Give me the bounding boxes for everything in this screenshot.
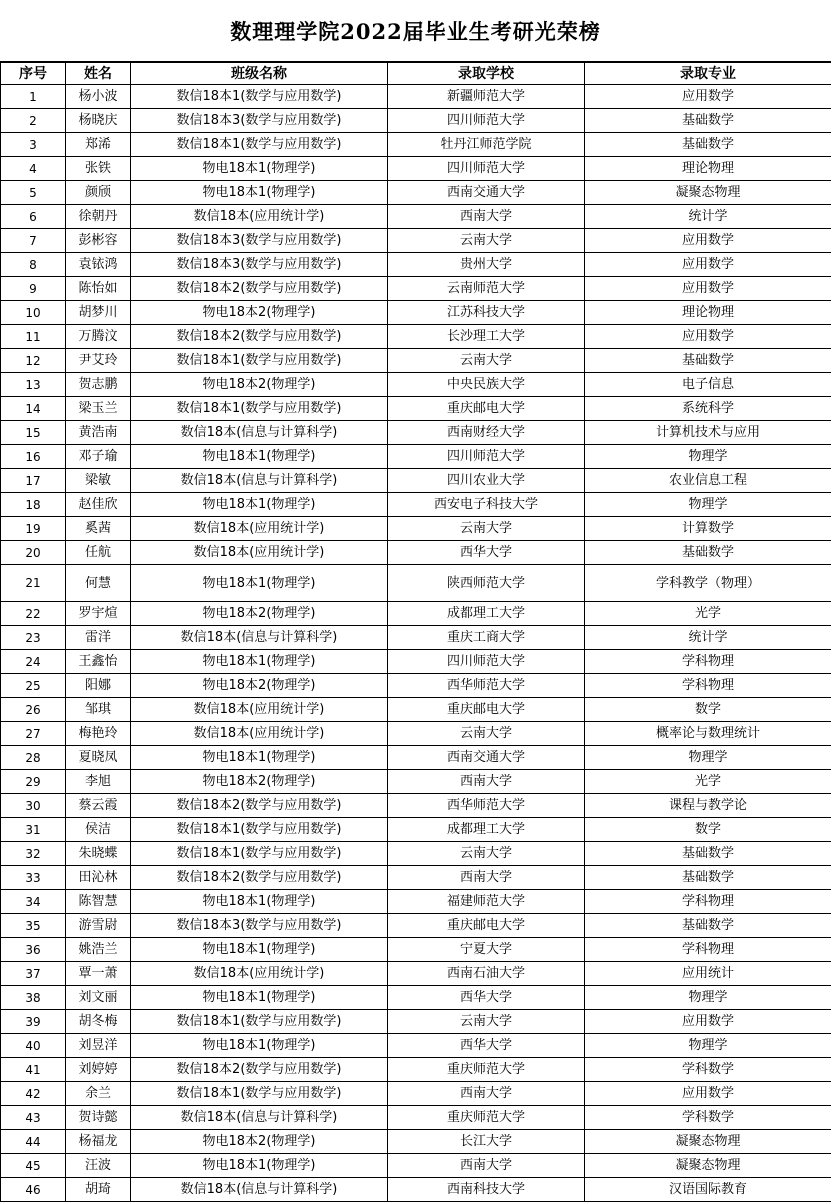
cell-index: 38 — [1, 986, 66, 1010]
table-row — [1, 517, 831, 541]
cell-class: 物电18本1(物理学) — [131, 493, 388, 517]
table-row — [1, 301, 831, 325]
cell-class: 数信18本1(数学与应用数学) — [131, 818, 388, 842]
table-row — [1, 746, 831, 770]
cell-class: 数信18本(应用统计学) — [131, 698, 388, 722]
cell-school: 牡丹江师范学院 — [388, 133, 585, 157]
cell-index: 9 — [1, 277, 66, 301]
cell-school: 西南大学 — [388, 1082, 585, 1106]
table-row — [1, 914, 831, 938]
cell-name: 杨小波 — [66, 85, 131, 109]
header-school: 录取学校 — [388, 63, 585, 85]
cell-class: 数信18本(应用统计学) — [131, 517, 388, 541]
cell-name: 杨晓庆 — [66, 109, 131, 133]
table-row — [1, 770, 831, 794]
cell-name: 彭彬容 — [66, 229, 131, 253]
cell-class: 物电18本2(物理学) — [131, 602, 388, 626]
cell-school: 西南石油大学 — [388, 962, 585, 986]
cell-school: 四川师范大学 — [388, 157, 585, 181]
cell-index: 18 — [1, 493, 66, 517]
cell-name: 罗宇煊 — [66, 602, 131, 626]
cell-major: 农业信息工程 — [585, 469, 831, 493]
cell-index: 43 — [1, 1106, 66, 1130]
table-row — [1, 650, 831, 674]
cell-name: 梅艳玲 — [66, 722, 131, 746]
cell-name: 雷洋 — [66, 626, 131, 650]
cell-index: 39 — [1, 1010, 66, 1034]
cell-major: 系统科学 — [585, 397, 831, 421]
cell-school: 四川师范大学 — [388, 445, 585, 469]
cell-class: 数信18本1(数学与应用数学) — [131, 133, 388, 157]
cell-name: 胡琦 — [66, 1178, 131, 1202]
cell-class: 物电18本1(物理学) — [131, 650, 388, 674]
header-major: 录取专业 — [585, 63, 831, 85]
table-body — [1, 85, 831, 1202]
cell-major: 光学 — [585, 602, 831, 626]
cell-index: 26 — [1, 698, 66, 722]
cell-major: 学科数学 — [585, 1106, 831, 1130]
cell-school: 重庆师范大学 — [388, 1058, 585, 1082]
table-row — [1, 157, 831, 181]
cell-major: 基础数学 — [585, 541, 831, 565]
cell-school: 重庆邮电大学 — [388, 397, 585, 421]
header-class: 班级名称 — [131, 63, 388, 85]
cell-index: 10 — [1, 301, 66, 325]
cell-name: 郑浠 — [66, 133, 131, 157]
cell-index: 41 — [1, 1058, 66, 1082]
cell-name: 刘婷婷 — [66, 1058, 131, 1082]
cell-name: 蔡云霞 — [66, 794, 131, 818]
cell-index: 45 — [1, 1154, 66, 1178]
cell-name: 侯洁 — [66, 818, 131, 842]
cell-school: 云南大学 — [388, 722, 585, 746]
cell-index: 4 — [1, 157, 66, 181]
cell-name: 梁敏 — [66, 469, 131, 493]
cell-major: 汉语国际教育 — [585, 1178, 831, 1202]
cell-index: 14 — [1, 397, 66, 421]
cell-class: 数信18本2(数学与应用数学) — [131, 277, 388, 301]
cell-major: 理论物理 — [585, 301, 831, 325]
cell-name: 王鑫怡 — [66, 650, 131, 674]
cell-class: 数信18本(信息与计算科学) — [131, 1178, 388, 1202]
cell-major: 凝聚态物理 — [585, 1130, 831, 1154]
cell-class: 数信18本2(数学与应用数学) — [131, 794, 388, 818]
cell-name: 陈智慧 — [66, 890, 131, 914]
cell-index: 42 — [1, 1082, 66, 1106]
cell-name: 胡梦川 — [66, 301, 131, 325]
table-row — [1, 277, 831, 301]
cell-major: 应用数学 — [585, 1082, 831, 1106]
cell-class: 数信18本1(数学与应用数学) — [131, 397, 388, 421]
cell-name: 黄浩南 — [66, 421, 131, 445]
cell-class: 数信18本(应用统计学) — [131, 962, 388, 986]
cell-name: 刘昱洋 — [66, 1034, 131, 1058]
cell-school: 云南大学 — [388, 842, 585, 866]
cell-school: 四川师范大学 — [388, 650, 585, 674]
cell-name: 万腾汶 — [66, 325, 131, 349]
cell-name: 颜颀 — [66, 181, 131, 205]
table-row — [1, 722, 831, 746]
cell-name: 阳娜 — [66, 674, 131, 698]
admission-table — [0, 62, 831, 1202]
cell-class: 数信18本(信息与计算科学) — [131, 421, 388, 445]
cell-class: 数信18本3(数学与应用数学) — [131, 109, 388, 133]
table-row — [1, 674, 831, 698]
cell-name: 任航 — [66, 541, 131, 565]
cell-school: 重庆师范大学 — [388, 1106, 585, 1130]
table-row — [1, 794, 831, 818]
cell-name: 余兰 — [66, 1082, 131, 1106]
cell-school: 陕西师范大学 — [388, 565, 585, 602]
table-row — [1, 373, 831, 397]
cell-name: 杨福龙 — [66, 1130, 131, 1154]
cell-class: 数信18本2(数学与应用数学) — [131, 866, 388, 890]
cell-school: 重庆邮电大学 — [388, 914, 585, 938]
cell-index: 31 — [1, 818, 66, 842]
cell-class: 物电18本1(物理学) — [131, 1154, 388, 1178]
cell-major: 应用数学 — [585, 253, 831, 277]
cell-index: 27 — [1, 722, 66, 746]
cell-major: 学科物理 — [585, 938, 831, 962]
cell-name: 朱晓蝶 — [66, 842, 131, 866]
table-row — [1, 1034, 831, 1058]
cell-index: 16 — [1, 445, 66, 469]
cell-school: 云南师范大学 — [388, 277, 585, 301]
cell-class: 数信18本2(数学与应用数学) — [131, 1058, 388, 1082]
cell-major: 概率论与数理统计 — [585, 722, 831, 746]
cell-index: 46 — [1, 1178, 66, 1202]
cell-class: 数信18本(信息与计算科学) — [131, 469, 388, 493]
cell-name: 贺志鹏 — [66, 373, 131, 397]
table-row — [1, 253, 831, 277]
cell-major: 光学 — [585, 770, 831, 794]
cell-index: 37 — [1, 962, 66, 986]
cell-major: 基础数学 — [585, 914, 831, 938]
cell-school: 西安电子科技大学 — [388, 493, 585, 517]
cell-index: 25 — [1, 674, 66, 698]
cell-major: 物理学 — [585, 493, 831, 517]
table-row — [1, 565, 831, 602]
cell-class: 数信18本(应用统计学) — [131, 205, 388, 229]
cell-school: 重庆工商大学 — [388, 626, 585, 650]
cell-index: 13 — [1, 373, 66, 397]
cell-school: 新疆师范大学 — [388, 85, 585, 109]
cell-index: 15 — [1, 421, 66, 445]
table-row — [1, 445, 831, 469]
cell-major: 计算数学 — [585, 517, 831, 541]
table-row — [1, 1178, 831, 1202]
cell-index: 40 — [1, 1034, 66, 1058]
cell-index: 36 — [1, 938, 66, 962]
cell-name: 袁铱鸿 — [66, 253, 131, 277]
cell-name: 邹琪 — [66, 698, 131, 722]
table-row — [1, 325, 831, 349]
cell-name: 陈怡如 — [66, 277, 131, 301]
cell-major: 基础数学 — [585, 349, 831, 373]
table-row — [1, 602, 831, 626]
cell-index: 22 — [1, 602, 66, 626]
cell-class: 数信18本(应用统计学) — [131, 722, 388, 746]
cell-major: 电子信息 — [585, 373, 831, 397]
table-row — [1, 866, 831, 890]
table-row — [1, 938, 831, 962]
cell-major: 应用数学 — [585, 229, 831, 253]
page-title: 数理理学院2022届毕业生考研光荣榜 — [0, 0, 831, 62]
cell-index: 1 — [1, 85, 66, 109]
cell-class: 物电18本2(物理学) — [131, 373, 388, 397]
cell-school: 成都理工大学 — [388, 602, 585, 626]
cell-school: 中央民族大学 — [388, 373, 585, 397]
cell-index: 19 — [1, 517, 66, 541]
table-row — [1, 986, 831, 1010]
cell-class: 数信18本1(数学与应用数学) — [131, 85, 388, 109]
cell-index: 28 — [1, 746, 66, 770]
table-row — [1, 626, 831, 650]
cell-name: 徐朝丹 — [66, 205, 131, 229]
cell-index: 2 — [1, 109, 66, 133]
cell-class: 数信18本(应用统计学) — [131, 541, 388, 565]
cell-major: 凝聚态物理 — [585, 1154, 831, 1178]
cell-index: 3 — [1, 133, 66, 157]
cell-class: 物电18本1(物理学) — [131, 746, 388, 770]
cell-class: 物电18本1(物理学) — [131, 986, 388, 1010]
cell-major: 数学 — [585, 818, 831, 842]
cell-class: 数信18本1(数学与应用数学) — [131, 349, 388, 373]
cell-school: 长江大学 — [388, 1130, 585, 1154]
cell-class: 数信18本1(数学与应用数学) — [131, 842, 388, 866]
cell-school: 宁夏大学 — [388, 938, 585, 962]
cell-major: 凝聚态物理 — [585, 181, 831, 205]
cell-name: 游雪尉 — [66, 914, 131, 938]
cell-class: 物电18本2(物理学) — [131, 674, 388, 698]
cell-school: 西南科技大学 — [388, 1178, 585, 1202]
cell-major: 基础数学 — [585, 866, 831, 890]
table-row — [1, 1106, 831, 1130]
table-row — [1, 842, 831, 866]
cell-major: 统计学 — [585, 205, 831, 229]
cell-name: 姚浩兰 — [66, 938, 131, 962]
cell-class: 数信18本3(数学与应用数学) — [131, 253, 388, 277]
cell-index: 23 — [1, 626, 66, 650]
cell-school: 云南大学 — [388, 229, 585, 253]
table-row — [1, 397, 831, 421]
table-row — [1, 181, 831, 205]
cell-class: 数信18本2(数学与应用数学) — [131, 325, 388, 349]
cell-index: 32 — [1, 842, 66, 866]
cell-index: 29 — [1, 770, 66, 794]
cell-index: 12 — [1, 349, 66, 373]
cell-major: 物理学 — [585, 445, 831, 469]
cell-name: 贺诗懿 — [66, 1106, 131, 1130]
table-row — [1, 349, 831, 373]
header-name: 姓名 — [66, 63, 131, 85]
cell-school: 西南大学 — [388, 866, 585, 890]
cell-index: 21 — [1, 565, 66, 602]
table-row — [1, 469, 831, 493]
cell-index: 17 — [1, 469, 66, 493]
cell-class: 物电18本2(物理学) — [131, 770, 388, 794]
cell-index: 6 — [1, 205, 66, 229]
cell-school: 福建师范大学 — [388, 890, 585, 914]
table-row — [1, 890, 831, 914]
cell-class: 物电18本1(物理学) — [131, 890, 388, 914]
cell-school: 四川农业大学 — [388, 469, 585, 493]
cell-class: 数信18本1(数学与应用数学) — [131, 1010, 388, 1034]
cell-class: 数信18本3(数学与应用数学) — [131, 914, 388, 938]
cell-major: 学科物理 — [585, 674, 831, 698]
cell-major: 学科教学（物理） — [585, 565, 831, 602]
cell-name: 尹艾玲 — [66, 349, 131, 373]
cell-name: 梁玉兰 — [66, 397, 131, 421]
cell-major: 物理学 — [585, 986, 831, 1010]
cell-index: 34 — [1, 890, 66, 914]
cell-major: 应用数学 — [585, 277, 831, 301]
cell-class: 物电18本1(物理学) — [131, 445, 388, 469]
table-row — [1, 493, 831, 517]
cell-major: 数学 — [585, 698, 831, 722]
cell-index: 8 — [1, 253, 66, 277]
cell-major: 学科数学 — [585, 1058, 831, 1082]
cell-name: 邓子瑜 — [66, 445, 131, 469]
table-row — [1, 205, 831, 229]
cell-major: 应用数学 — [585, 1010, 831, 1034]
cell-school: 贵州大学 — [388, 253, 585, 277]
cell-index: 11 — [1, 325, 66, 349]
table-row — [1, 421, 831, 445]
cell-major: 学科物理 — [585, 650, 831, 674]
cell-name: 夏晓凤 — [66, 746, 131, 770]
cell-major: 计算机技术与应用 — [585, 421, 831, 445]
cell-major: 基础数学 — [585, 842, 831, 866]
cell-school: 云南大学 — [388, 517, 585, 541]
cell-school: 西南交通大学 — [388, 181, 585, 205]
cell-major: 物理学 — [585, 746, 831, 770]
cell-name: 胡冬梅 — [66, 1010, 131, 1034]
cell-name: 覃一萧 — [66, 962, 131, 986]
cell-index: 33 — [1, 866, 66, 890]
table-row — [1, 109, 831, 133]
cell-school: 长沙理工大学 — [388, 325, 585, 349]
cell-class: 物电18本1(物理学) — [131, 938, 388, 962]
cell-class: 数信18本1(数学与应用数学) — [131, 1082, 388, 1106]
cell-school: 西华大学 — [388, 541, 585, 565]
cell-name: 刘文丽 — [66, 986, 131, 1010]
table-row — [1, 698, 831, 722]
cell-name: 张铁 — [66, 157, 131, 181]
cell-class: 数信18本3(数学与应用数学) — [131, 229, 388, 253]
cell-class: 物电18本2(物理学) — [131, 1130, 388, 1154]
cell-index: 5 — [1, 181, 66, 205]
header-index: 序号 — [1, 63, 66, 85]
cell-major: 应用数学 — [585, 85, 831, 109]
cell-school: 云南大学 — [388, 1010, 585, 1034]
cell-class: 数信18本(信息与计算科学) — [131, 626, 388, 650]
table-header-row — [1, 63, 831, 85]
table-row — [1, 133, 831, 157]
table-row — [1, 818, 831, 842]
table-row — [1, 1154, 831, 1178]
cell-school: 西南大学 — [388, 205, 585, 229]
cell-school: 西华大学 — [388, 986, 585, 1010]
cell-name: 李旭 — [66, 770, 131, 794]
cell-school: 江苏科技大学 — [388, 301, 585, 325]
cell-major: 基础数学 — [585, 109, 831, 133]
table-row — [1, 541, 831, 565]
cell-school: 云南大学 — [388, 349, 585, 373]
cell-index: 30 — [1, 794, 66, 818]
cell-class: 物电18本2(物理学) — [131, 301, 388, 325]
cell-class: 物电18本1(物理学) — [131, 1034, 388, 1058]
cell-school: 重庆邮电大学 — [388, 698, 585, 722]
cell-name: 汪波 — [66, 1154, 131, 1178]
table-row — [1, 85, 831, 109]
cell-class: 物电18本1(物理学) — [131, 565, 388, 602]
cell-school: 成都理工大学 — [388, 818, 585, 842]
table-row — [1, 1082, 831, 1106]
table-row — [1, 962, 831, 986]
cell-index: 35 — [1, 914, 66, 938]
cell-class: 物电18本1(物理学) — [131, 181, 388, 205]
cell-name: 赵佳欣 — [66, 493, 131, 517]
table-row — [1, 1130, 831, 1154]
cell-name: 田沁林 — [66, 866, 131, 890]
cell-school: 西南交通大学 — [388, 746, 585, 770]
cell-major: 理论物理 — [585, 157, 831, 181]
cell-school: 西华师范大学 — [388, 794, 585, 818]
table-row — [1, 1010, 831, 1034]
cell-school: 西南财经大学 — [388, 421, 585, 445]
table-row — [1, 1058, 831, 1082]
cell-school: 四川师范大学 — [388, 109, 585, 133]
cell-index: 44 — [1, 1130, 66, 1154]
cell-school: 西华大学 — [388, 1034, 585, 1058]
cell-school: 西华师范大学 — [388, 674, 585, 698]
table-row — [1, 229, 831, 253]
cell-index: 7 — [1, 229, 66, 253]
cell-class: 物电18本1(物理学) — [131, 157, 388, 181]
cell-name: 何慧 — [66, 565, 131, 602]
cell-major: 课程与教学论 — [585, 794, 831, 818]
cell-school: 西南大学 — [388, 770, 585, 794]
cell-major: 学科物理 — [585, 890, 831, 914]
cell-name: 奚茜 — [66, 517, 131, 541]
cell-class: 数信18本(信息与计算科学) — [131, 1106, 388, 1130]
cell-major: 应用数学 — [585, 325, 831, 349]
cell-major: 应用统计 — [585, 962, 831, 986]
cell-index: 20 — [1, 541, 66, 565]
cell-major: 物理学 — [585, 1034, 831, 1058]
cell-school: 西南大学 — [388, 1154, 585, 1178]
cell-index: 24 — [1, 650, 66, 674]
cell-major: 基础数学 — [585, 133, 831, 157]
cell-major: 统计学 — [585, 626, 831, 650]
